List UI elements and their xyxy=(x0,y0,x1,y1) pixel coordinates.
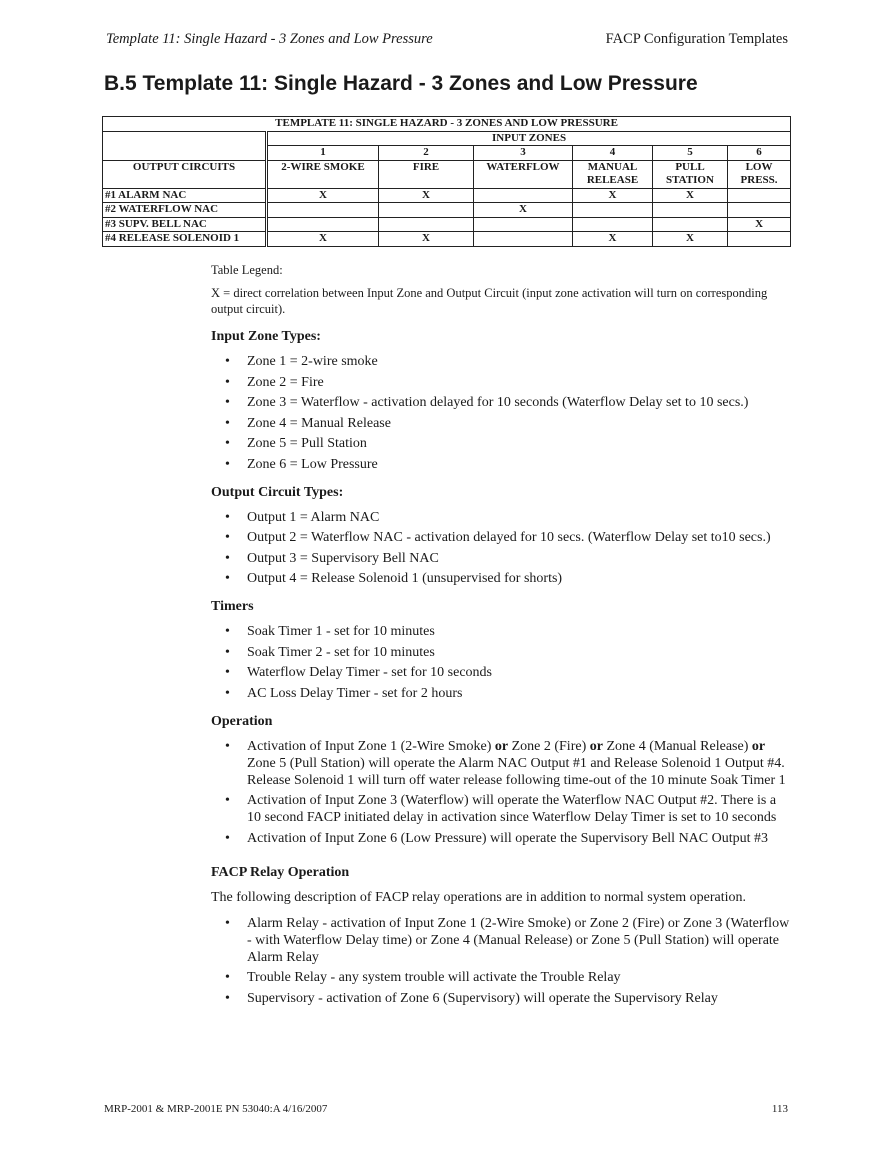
list-item-text: Output 3 = Supervisory Bell NAC xyxy=(247,550,439,566)
output-circuit-label: #2 WATERFLOW NAC xyxy=(103,203,267,218)
list-item xyxy=(211,435,791,452)
list-item-text: Zone 3 = Waterflow - activation delayed for 10 seconds (Waterflow Delay set to 10 secs.) xyxy=(247,395,749,410)
bullet-icon: • xyxy=(225,685,230,701)
page-number: 113 xyxy=(771,1103,788,1115)
list-item-text: Soak Timer 2 - set for 10 minutes xyxy=(247,644,435,660)
operation-text-part: Activation of Input Zone 1 (2-Wire Smoke) xyxy=(247,738,495,754)
table-caption: TEMPLATE 11: SINGLE HAZARD - 3 ZONES AND LOW PRESSURE xyxy=(103,117,791,132)
page-body xyxy=(211,262,791,1010)
page-title: B.5 Template 11: Single Hazard - 3 Zones and Low Pressure xyxy=(104,72,698,95)
zone-name xyxy=(728,160,791,188)
table-cell xyxy=(653,217,728,232)
output-circuit-types-list xyxy=(211,509,791,588)
operation-text-part: Zone 5 (Pull Station) will operate the Alarm NAC Output #1 and Release Solenoid 1 Output #4. Release Solenoid 1 will turn off water release following time-out of the 10 minute Soak Timer 1 xyxy=(247,755,786,788)
list-item xyxy=(211,353,791,370)
timers-heading: Timers xyxy=(211,599,254,614)
table-cell xyxy=(267,217,379,232)
bullet-icon: • xyxy=(225,990,230,1006)
or-emphasis: or xyxy=(589,738,603,754)
table-cell: X xyxy=(379,232,474,247)
table-cell xyxy=(474,188,573,203)
relay-intro: The following description of FACP relay operations are in addition to normal system operation. xyxy=(211,889,747,905)
table-cell xyxy=(728,232,791,247)
table-row xyxy=(103,217,791,232)
zone-name-line: FIRE xyxy=(412,160,440,173)
list-item xyxy=(211,394,791,411)
bullet-icon: • xyxy=(225,915,230,931)
or-emphasis: or xyxy=(751,738,766,754)
bullet-icon: • xyxy=(225,830,230,846)
input-zone-types-heading: Input Zone Types: xyxy=(211,329,321,344)
zone-name-line: STATION xyxy=(666,174,714,186)
bullet-icon: • xyxy=(225,354,230,369)
table-cell: X xyxy=(267,188,379,203)
zone-name-line: LOW xyxy=(745,160,773,173)
zone-name-line: MANUAL xyxy=(587,160,638,173)
list-item-text: Zone 6 = Low Pressure xyxy=(247,456,378,472)
zone-name xyxy=(379,160,474,188)
list-item-text: Waterflow Delay Timer - set for 10 seconds xyxy=(247,665,492,680)
list-item xyxy=(211,550,791,567)
table-cell xyxy=(653,203,728,218)
table-row xyxy=(103,203,791,218)
zone-number: 5 xyxy=(653,146,728,161)
zone-name-line: 2-WIRE SMOKE xyxy=(281,160,365,173)
table-cell xyxy=(379,217,474,232)
bullet-icon: • xyxy=(225,395,230,410)
list-item-text: Output 2 = Waterflow NAC - activation delayed for 10 secs. (Waterflow Delay set to10 secs.) xyxy=(247,530,771,545)
output-circuit-label: #4 RELEASE SOLENOID 1 xyxy=(103,232,267,247)
table-cell: X xyxy=(653,232,728,247)
table-cell xyxy=(728,203,791,218)
table-cell xyxy=(474,217,573,232)
list-item-text: Supervisory - activation of Zone 6 (Supervisory) will operate the Supervisory Relay xyxy=(247,990,718,1006)
bullet-icon: • xyxy=(225,793,230,808)
bullet-icon: • xyxy=(225,436,230,451)
table-cell xyxy=(573,217,653,232)
table-row xyxy=(103,232,791,247)
list-item-text: Trouble Relay - any system trouble will activate the Trouble Relay xyxy=(247,970,621,985)
list-item xyxy=(211,623,791,640)
operation-heading: Operation xyxy=(211,713,273,729)
table-cell: X xyxy=(728,217,791,232)
output-circuits-label: OUTPUT CIRCUITS xyxy=(103,160,267,188)
zone-number: 6 xyxy=(728,146,791,161)
zone-number: 1 xyxy=(267,146,379,161)
zone-name-line: RELEASE xyxy=(586,174,639,186)
list-item xyxy=(211,509,791,526)
list-item xyxy=(211,415,791,432)
list-item-text: Activation of Input Zone 3 (Waterflow) will operate the Waterflow NAC Output #2. There is a 10 second FACP initiated delay in activation since Waterflow Delay Timer is set to 10 seconds xyxy=(247,793,777,825)
bullet-icon: • xyxy=(225,738,230,754)
list-item xyxy=(211,830,791,847)
relay-heading: FACP Relay Operation xyxy=(211,864,350,880)
list-item-text: Zone 5 = Pull Station xyxy=(247,436,367,451)
list-item xyxy=(211,792,791,826)
list-item-text: AC Loss Delay Timer - set for 2 hours xyxy=(247,685,463,701)
operation-list xyxy=(211,738,791,847)
zone-number: 3 xyxy=(474,146,573,161)
zone-name xyxy=(653,160,728,188)
table-empty-corner xyxy=(103,131,267,160)
table-cell xyxy=(728,188,791,203)
relay-list xyxy=(211,915,791,1007)
bullet-icon: • xyxy=(225,624,230,639)
list-item-text: Zone 1 = 2-wire smoke xyxy=(247,354,378,369)
output-circuit-types-heading: Output Circuit Types: xyxy=(211,484,344,500)
list-item xyxy=(211,456,791,473)
list-item xyxy=(211,738,791,789)
list-item-text: Zone 4 = Manual Release xyxy=(247,415,391,431)
bullet-icon: • xyxy=(225,970,230,985)
zone-name-line: PULL xyxy=(675,160,705,173)
list-item xyxy=(211,915,791,966)
list-item-text: Output 4 = Release Solenoid 1 (unsupervised for shorts) xyxy=(247,571,563,586)
table-cell: X xyxy=(573,188,653,203)
zone-name xyxy=(267,160,379,188)
list-item xyxy=(211,969,791,986)
table-cell xyxy=(573,203,653,218)
zone-name-line: PRESS. xyxy=(740,174,778,186)
running-header-title: Template 11: Single Hazard - 3 Zones and Low Pressure xyxy=(106,31,433,47)
table-row xyxy=(103,188,791,203)
table-cell: X xyxy=(653,188,728,203)
list-item-text: Soak Timer 1 - set for 10 minutes xyxy=(247,624,435,639)
zone-number: 2 xyxy=(379,146,474,161)
input-zones-label: INPUT ZONES xyxy=(267,131,791,146)
table-cell: X xyxy=(379,188,474,203)
bullet-icon: • xyxy=(225,571,230,586)
bullet-icon: • xyxy=(225,415,230,431)
bullet-icon: • xyxy=(225,530,230,545)
running-header-section: FACP Configuration Templates xyxy=(605,31,788,47)
table-cell xyxy=(379,203,474,218)
table-cell xyxy=(267,203,379,218)
list-item xyxy=(211,374,791,391)
bullet-icon: • xyxy=(225,644,230,660)
table-legend-title: Table Legend: xyxy=(211,263,283,277)
bullet-icon: • xyxy=(225,509,230,525)
operation-text-part: Zone 4 (Manual Release) xyxy=(602,738,752,754)
template-table xyxy=(102,116,791,247)
list-item xyxy=(211,644,791,661)
zone-name xyxy=(573,160,653,188)
list-item xyxy=(211,664,791,681)
table-legend-text: X = direct correlation between Input Zone and Output Circuit (input zone activation will turn on corresponding output circuit). xyxy=(211,286,768,316)
bullet-icon: • xyxy=(225,456,230,472)
operation-text-part: Zone 2 (Fire) xyxy=(508,738,590,754)
list-item-text: Activation of Input Zone 6 (Low Pressure) will operate the Supervisory Bell NAC Output #3 xyxy=(247,830,769,846)
list-item xyxy=(211,570,791,587)
zone-name xyxy=(474,160,573,188)
table-cell: X xyxy=(267,232,379,247)
footer-document-id: MRP-2001 & MRP-2001E PN 53040:A 4/16/2007 xyxy=(104,1103,328,1115)
input-zone-types-list xyxy=(211,353,791,473)
list-item-text: Output 1 = Alarm NAC xyxy=(247,509,380,525)
timers-list xyxy=(211,623,791,702)
list-item xyxy=(211,990,791,1007)
table-cell: X xyxy=(573,232,653,247)
zone-name-line: WATERFLOW xyxy=(486,160,560,173)
list-item xyxy=(211,529,791,546)
table-cell xyxy=(474,232,573,247)
list-item xyxy=(211,685,791,702)
zone-number: 4 xyxy=(573,146,653,161)
bullet-icon: • xyxy=(225,374,230,390)
output-circuit-label: #1 ALARM NAC xyxy=(103,188,267,203)
table-cell: X xyxy=(474,203,573,218)
bullet-icon: • xyxy=(225,550,230,566)
output-circuit-label: #3 SUPV. BELL NAC xyxy=(103,217,267,232)
list-item-text: Alarm Relay - activation of Input Zone 1 (2-Wire Smoke) or Zone 2 (Fire) or Zone 3 (Waterflow - with Waterflow Delay time) or Zone 4 (Manual Release) or Zone 5 (Pull Station) will operate Alarm Relay xyxy=(247,915,790,965)
or-emphasis: or xyxy=(494,738,509,754)
bullet-icon: • xyxy=(225,665,230,680)
list-item-text: Zone 2 = Fire xyxy=(247,374,324,390)
